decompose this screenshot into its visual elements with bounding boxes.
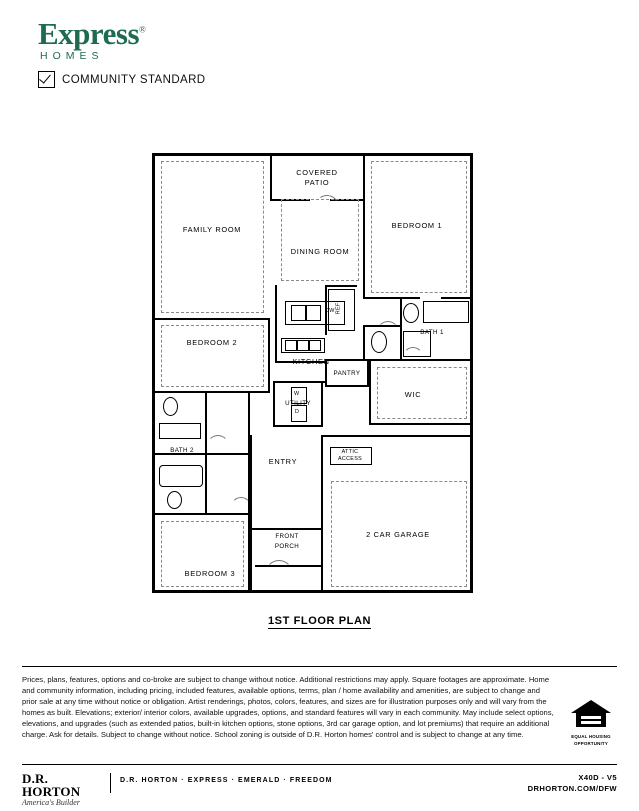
wall <box>363 153 365 201</box>
ceiling-outline <box>161 325 264 387</box>
community-standard-badge <box>38 71 338 88</box>
door-swing <box>231 497 251 517</box>
divider-top <box>22 666 617 667</box>
wall <box>273 425 323 427</box>
room-label-bedroom-2: BEDROOM 2 <box>186 338 238 347</box>
cooktop <box>297 340 309 351</box>
cooktop <box>285 340 297 351</box>
wall <box>325 385 369 387</box>
wall <box>155 391 270 393</box>
door-swing <box>207 435 229 457</box>
room-label-bedroom-3: BEDROOM 3 <box>184 569 236 578</box>
wall <box>252 528 323 530</box>
wall <box>263 590 473 593</box>
floor-plan-title <box>0 615 639 627</box>
floor-plan-drawing <box>145 135 490 605</box>
room-label-front-porch-1: FRONT <box>275 533 299 540</box>
floor-plan-area <box>0 120 639 640</box>
toilet <box>167 491 182 509</box>
wall <box>152 393 155 593</box>
wall <box>470 153 473 283</box>
wall <box>152 590 263 593</box>
checkmark-icon <box>38 71 55 88</box>
attic-label-2: ACCESS <box>338 456 362 462</box>
wall <box>323 435 471 437</box>
washer-label: W <box>294 391 300 397</box>
wall <box>152 153 155 396</box>
wall <box>268 318 270 393</box>
disclaimer-text: Prices, plans, features, options and co-broke are subject to change without notice. Additional restrictions may apply. Square footages are approximate. Home and community information, including pricing, included features, available options, terms, plan / home availability and amenities, are subject to change and prior sale at any time without notice or obligation. Artist renderings, photos, colors, features, and sizes are for illustration purposes only and will vary from the homes as built. Elevations; exterior/ interior colors, available upgrades, options, and standard features will vary in each community. May include select options, elevations, and upgrades (such as extended patios, built-in kitchen options, stone options, 3rd car garage option, and lot premiums) that require an additional charge. Ask for details. Subject to change without notice. School zoning is outside of D.R. Horton homes' control and is subject to change at any time. <box>22 675 554 739</box>
wall <box>250 530 252 593</box>
room-label-bath-1: BATH 1 <box>420 329 444 336</box>
wall <box>205 455 207 513</box>
toilet <box>163 397 178 416</box>
wall <box>270 153 365 156</box>
ceiling-outline <box>161 161 264 313</box>
cooktop <box>309 340 321 351</box>
dryer-label: D <box>295 409 300 415</box>
room-label-entry: ENTRY <box>268 457 298 466</box>
page-header <box>38 18 338 88</box>
dishwasher-label: DW <box>325 308 335 314</box>
room-label-garage: 2 CAR GARAGE <box>366 530 430 539</box>
logo-sub-text: HOMES <box>40 50 104 62</box>
vanity <box>423 301 469 323</box>
room-label-kitchen: KITCHEN <box>292 357 330 366</box>
wall <box>325 285 357 287</box>
toilet <box>403 303 419 323</box>
sink-basin <box>291 305 306 321</box>
room-label-covered-patio-1: COVERED <box>296 168 338 177</box>
eho-line-1: EQUAL HOUSING <box>571 734 611 739</box>
room-label-front-porch-2: PORCH <box>274 543 300 550</box>
room-label-pantry: PANTRY <box>333 370 361 377</box>
wall <box>275 285 277 363</box>
room-label-covered-patio-2: PATIO <box>304 178 330 187</box>
website-url[interactable]: DRHORTON.COM/DFW <box>527 784 617 794</box>
logo-wordmark <box>38 18 145 49</box>
wall <box>369 423 471 425</box>
room-label-utility: UTILITY <box>285 400 311 407</box>
plan-code-block <box>528 772 617 795</box>
drhorton-tagline: America's Builder <box>22 798 80 807</box>
wall <box>441 297 471 299</box>
drhorton-logo <box>22 772 100 808</box>
wall <box>369 361 371 425</box>
express-homes-logo <box>38 18 338 62</box>
room-label-wic: WIC <box>404 390 422 399</box>
room-label-bedroom-1: BEDROOM 1 <box>391 221 443 230</box>
room-label-bath-2: BATH 2 <box>170 447 194 454</box>
logo-registered-mark: ® <box>139 24 146 35</box>
plan-code: X40D - V5 <box>578 773 617 782</box>
wall <box>363 199 365 299</box>
sink-basin <box>306 305 321 321</box>
wall <box>365 153 473 156</box>
refrigerator-label: REF <box>335 302 342 315</box>
floor-plan-title-text: 1ST FLOOR PLAN <box>267 615 372 627</box>
door-swing <box>377 321 399 343</box>
house-icon <box>571 700 611 733</box>
wall <box>363 325 365 361</box>
door-swing <box>403 347 423 367</box>
divider-bottom <box>22 764 617 765</box>
wall <box>273 381 325 383</box>
equal-housing-opportunity-logo <box>566 700 616 746</box>
wall <box>155 318 270 320</box>
vanity <box>159 423 201 439</box>
attic-label-1: ATTIC <box>341 449 359 455</box>
wall <box>270 153 272 201</box>
wall <box>152 153 270 156</box>
wall <box>470 283 473 593</box>
wall <box>400 299 402 361</box>
footer-divider <box>110 773 111 793</box>
brand-list: D.R. HORTON · EXPRESS · EMERALD · FREEDOM <box>120 777 333 784</box>
bathtub <box>159 465 203 487</box>
logo-main-text: Express <box>38 16 140 51</box>
page-footer <box>22 771 617 807</box>
drhorton-name: D.R. HORTON <box>22 771 81 799</box>
room-label-dining-room: DINING ROOM <box>290 247 350 256</box>
wall <box>365 297 420 299</box>
wall <box>321 381 323 427</box>
wall <box>321 475 323 593</box>
room-label-family-room: FAMILY ROOM <box>182 225 242 234</box>
door-swing <box>265 560 293 588</box>
community-standard-label: COMMUNITY STANDARD <box>62 73 206 86</box>
eho-line-2: OPPORTUNITY <box>574 740 608 746</box>
